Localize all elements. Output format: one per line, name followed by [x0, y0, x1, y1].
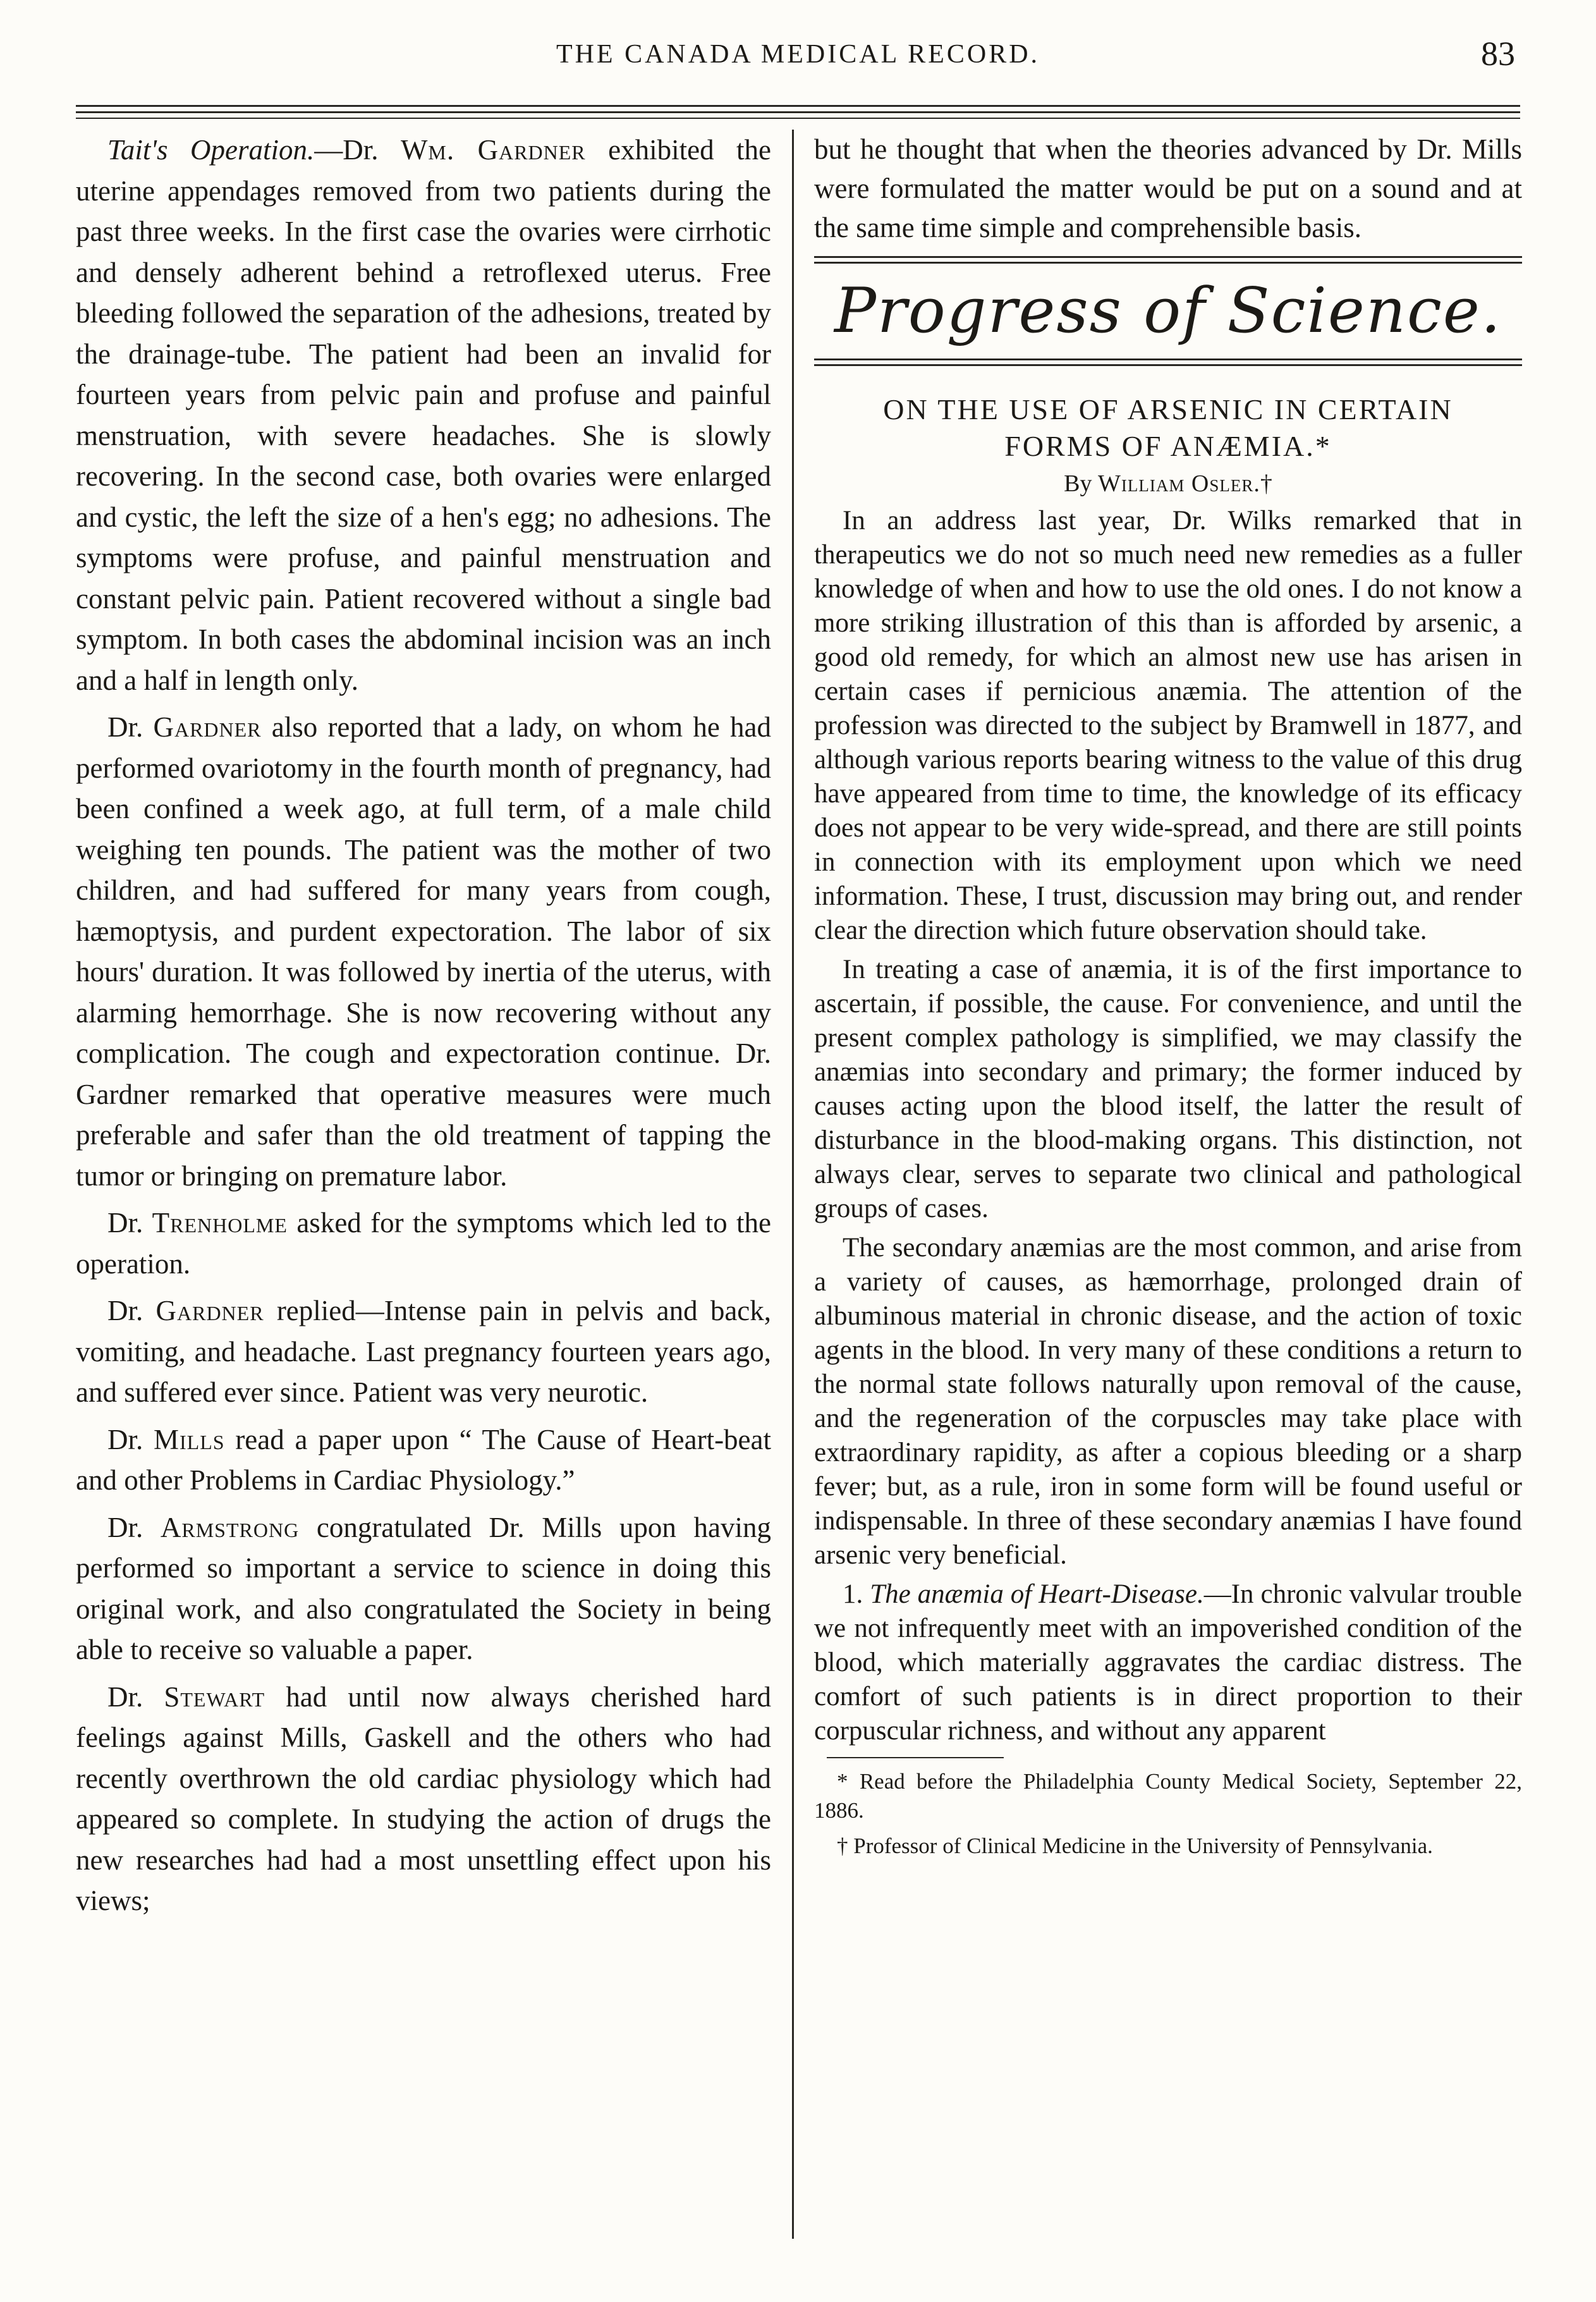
- article-paragraph: The secondary anæmias are the most common, and arise from a variety of causes, as hæmorrhage, prolonged drain of albuminous material in chronic disease, and the action of toxic agents in the blood. In very many of these conditions a return to the normal state follows naturally upon removal of the cause, and the regeneration of the corpuscles may take place with extraordinary rapidity, as after a copious bleeding or a sharp fever; but, as a rule, iron in some form will be found useful or indispensable. In three of these secondary anæmias I have found arsenic very beneficial.: [814, 1233, 1522, 1570]
- stewart-paragraph: Dr. Stewart had until now always cherished hard feelings against Mills, Gaskell and the others who had recently overthrown the old cardiac physiology which had appeared so complete. In studying the action of drugs the new researches had had a most unsettling effect upon his views;: [76, 1681, 771, 1916]
- section-rule: [814, 358, 1522, 360]
- left-column: [76, 130, 771, 2258]
- byline-prefix: By: [1064, 470, 1092, 497]
- footnote: * Read before the Philadelphia County Medical Society, September 22, 1886.: [814, 1769, 1522, 1823]
- page-number: 83: [1481, 35, 1515, 73]
- author-name: William Osler.: [1098, 470, 1260, 497]
- paragraph-text: had until now always cherished hard feelings against Mills, Gaskell and the others who had recently overthrown the old cardiac physiology which had appeared so complete. In studying the action of drugs the new researches had had a most unsettling effect upon his views;: [76, 1681, 771, 1916]
- mills-paragraph: Dr. Mills read a paper upon “ The Cause of Heart-beat and other Problems in Cardiac Physiology.”: [76, 1423, 771, 1496]
- item-number: 1.: [843, 1579, 863, 1609]
- footnote: † Professor of Clinical Medicine in the University of Pennsylvania.: [837, 1834, 1433, 1858]
- paragraph-text: replied—Intense pain in pelvis and back, vomiting, and headache. Last pregnancy fourteen years ago, and suffered ever since. Patient was very neurotic.: [76, 1295, 771, 1408]
- item-heading: The anæmia of Heart-Disease.: [870, 1579, 1204, 1609]
- section-banner: Progress of Science.: [834, 275, 1502, 347]
- numbered-item: [814, 1577, 1522, 1748]
- continuation-paragraph: but he thought that when the theories advanced by Dr. Mills were formulated the matter would be put on a sound and at the same time simple and comprehensible basis.: [814, 133, 1522, 243]
- article-paragraph: In an address last year, Dr. Wilks remarked that in therapeutics we do not so much need new remedies as a fuller knowledge of when and how to use the old ones. I do not know a more striking illustration of this than is afforded by arsenic, a good old remedy, for which an almost new use has arisen in certain cases if pernicious anæmia. The attention of the profession was directed to the subject by Bramwell in 1877, and although various reports bearing witness to the value of this drug have appeared from time to time, the knowledge of its efficacy does not appear to be very wide-spread, and there are still points in connection with its employment upon which we need information. These, I trust, discussion may bring out, and render clear the direction which future observation should take.: [814, 506, 1522, 945]
- tait-paragraph: Tait's Operation.—Dr. Wm. Gardner exhibited the uterine appendages removed from two patients during the past three weeks. In the first case the ovaries were cirrhotic and densely adherent behind a retroflexed uterus. Free bleeding followed the separation of the adhesions, treated by the drainage-tube. The patient had been an invalid for fourteen years from pelvic pain and profuse and painful menstruation, with severe headaches. She is slowly recovering. In the second case, both ovaries were enlarged and cystic, the left the size of a hen's egg; no adhesions. The symptoms were profuse, and painful menstruation and constant pelvic pain. Patient recovered without a single bad symptom. In both cases the abdominal incision was an inch and a half in length only.: [76, 134, 771, 696]
- paragraph-text: read a paper upon “ The Cause of Heart-beat and other Problems in Cardiac Physiology.”: [76, 1423, 771, 1496]
- header-rule: [76, 111, 1520, 113]
- tait-lead-in: Tait's Operation.: [107, 134, 315, 166]
- article-title-line: FORMS OF ANÆMIA.*: [1004, 430, 1332, 462]
- footnote-mark: †: [1260, 470, 1272, 497]
- paragraph-text: congratulated Dr. Mills upon having performed so important a service to science in doing this original work, and also congratulated the Society in being able to receive so valuable a paper.: [76, 1511, 771, 1665]
- journal-title: THE CANADA MEDICAL RECORD.: [556, 40, 1040, 69]
- article-title: [814, 391, 1522, 465]
- speaker-name: Gardner: [155, 1295, 264, 1326]
- speaker-name: Wm. Gardner: [400, 134, 586, 166]
- header-rule: [76, 118, 1520, 119]
- section-rule: [814, 256, 1522, 258]
- trenholme-paragraph: Dr. Trenholme asked for the symptoms which led to the operation.: [76, 1207, 771, 1280]
- speaker-name: Armstrong: [160, 1511, 300, 1543]
- article-paragraph: In treating a case of anæmia, it is of the first importance to ascertain, if possible, the cause. For convenience, and until the present complex pathology is simplified, we may classify the anæmias into secondary and primary; the former induced by causes acting upon the blood itself, the latter the result of disturbance in the blood-making organs. This distinction, not always clear, serves to separate two clinical and pathological groups of cases.: [814, 955, 1522, 1223]
- article-title-line: ON THE USE OF ARSENIC IN CERTAIN: [883, 393, 1453, 426]
- armstrong-paragraph: Dr. Armstrong congratulated Dr. Mills upon having performed so important a service to science in doing this original work, and also congratulated the Society in being able to receive so valuable a paper.: [76, 1511, 771, 1665]
- right-column: [814, 130, 1522, 2258]
- header-rule: [76, 105, 1520, 107]
- paragraph-text: also reported that a lady, on whom he had performed ovariotomy in the fourth month of pregnancy, had been confined a week ago, at full term, of a male child weighing ten pounds. The patient was the mother of two children, and had suffered for many years from cough, hæmoptysis, and purdent expectoration. The labor of six hours' duration. It was followed by inertia of the uterus, with alarming hemorrhage. She is now recovering without any complication. The cough and expectoration continue. Dr. Gardner remarked that operative measures were much preferable and safer than the old treatment of tapping the tumor or bringing on premature labor.: [76, 711, 771, 1192]
- item-text: —In chronic valvular trouble we not infrequently meet with an impoverished condition of the blood, which materially aggravates the cardiac distress. The comfort of such patients is in direct proportion to their corpuscular richness, and without any apparent: [814, 1579, 1522, 1746]
- gardner-reply-paragraph: Dr. Gardner replied—Intense pain in pelvis and back, vomiting, and headache. Last pregnancy fourteen years ago, and suffered ever since. Patient was very neurotic.: [76, 1295, 771, 1408]
- byline: [814, 468, 1522, 499]
- speaker-name: Stewart: [164, 1681, 265, 1713]
- footnote-rule: [827, 1757, 1004, 1758]
- paragraph-text: asked for the symptoms which led to the operation.: [76, 1207, 771, 1280]
- speaker-name: Mills: [154, 1423, 225, 1455]
- speaker-name: Trenholme: [152, 1207, 288, 1239]
- speaker-name: Gardner: [153, 711, 262, 743]
- gardner-report-paragraph: Dr. Gardner also reported that a lady, on whom he had performed ovariotomy in the fourth month of pregnancy, had been confined a week ago, at full term, of a male child weighing ten pounds. The patient was the mother of two children, and had suffered for many years from cough, hæmoptysis, and purdent expectoration. The labor of six hours' duration. It was followed by inertia of the uterus, with alarming hemorrhage. She is now recovering without any complication. The cough and expectoration continue. Dr. Gardner remarked that operative measures were much preferable and safer than the old treatment of tapping the tumor or bringing on premature labor.: [76, 711, 771, 1192]
- section-rule: [814, 364, 1522, 366]
- running-head: [0, 35, 1596, 90]
- tait-text: exhibited the uterine appendages removed from two patients during the past three weeks. In the first case the ovaries were cirrhotic and densely adherent behind a retroflexed uterus. Free bleeding followed the separation of the adhesions, treated by the drainage-tube. The patient had been an invalid for fourteen years from pelvic pain and profuse and painful menstruation, with severe headaches. She is slowly recovering. In the second case, both ovaries were enlarged and cystic, the left the size of a hen's egg; no adhesions. The symptoms were profuse, and painful menstruation and constant pelvic pain. Patient recovered without a single bad symptom. In both cases the abdominal incision was an inch and a half in length only.: [76, 134, 771, 696]
- column-divider: [792, 130, 794, 2239]
